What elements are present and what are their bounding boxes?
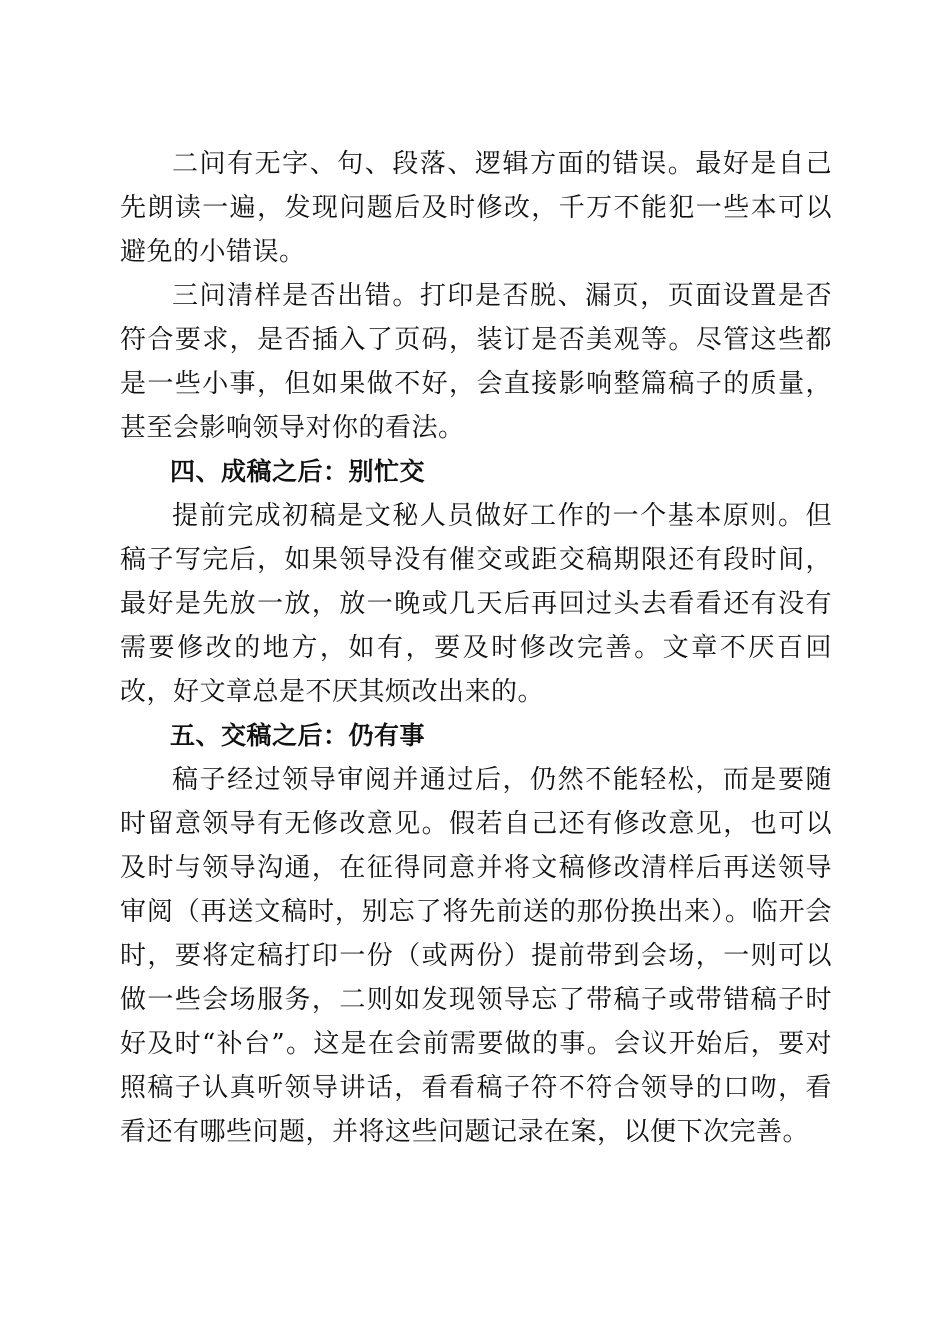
paragraph-proof-copy: 三问清样是否出错。打印是否脱、漏页，页面设置是否符合要求，是否插入了页码，装订是否美观等。尽管这些都是一些小事，但如果做不好，会直接影响整篇稿子的质量，甚至会影响领导对你的看法。 bbox=[120, 281, 832, 443]
paragraph-after-draft: 提前完成初稿是文秘人员做好工作的一个基本原则。但稿子写完后，如果领导没有催交或距交稿期限还有段时间，最好是先放一放，放一晚或几天后再回过头去看看还有没有需要修改的地方，如有，要及时修改完善。文章不厌百回改，好文章总是不厌其烦改出来的。 bbox=[120, 501, 832, 707]
section-heading-after-draft: 四、成稿之后：别忙交 bbox=[170, 457, 426, 486]
document-body bbox=[120, 142, 832, 1154]
section-heading-after-submission: 五、交稿之后：仍有事 bbox=[170, 721, 426, 750]
paragraph-after-submission: 稿子经过领导审阅并通过后，仍然不能轻松，而是要随时留意领导有无修改意见。假若自己还有修改意见，也可以及时与领导沟通，在征得同意并将文稿修改清样后再送领导审阅（再送文稿时，别忘了将先前送的那份换出来）。临开会时，要将定稿打印一份（或两份）提前带到会场，一则可以做一些会场服务，二则如发现领导忘了带稿子或带错稿子时好及时“补台”。这是在会前需要做的事。会议开始后，要对照稿子认真听领导讲话，看看稿子符不符合领导的口吻，看看还有哪些问题，并将这些问题记录在案，以便下次完善。 bbox=[120, 765, 832, 1147]
paragraph-proofread-errors: 二问有无字、句、段落、逻辑方面的错误。最好是自己先朗读一遍，发现问题后及时修改，千万不能犯一些本可以避免的小错误。 bbox=[120, 149, 832, 267]
